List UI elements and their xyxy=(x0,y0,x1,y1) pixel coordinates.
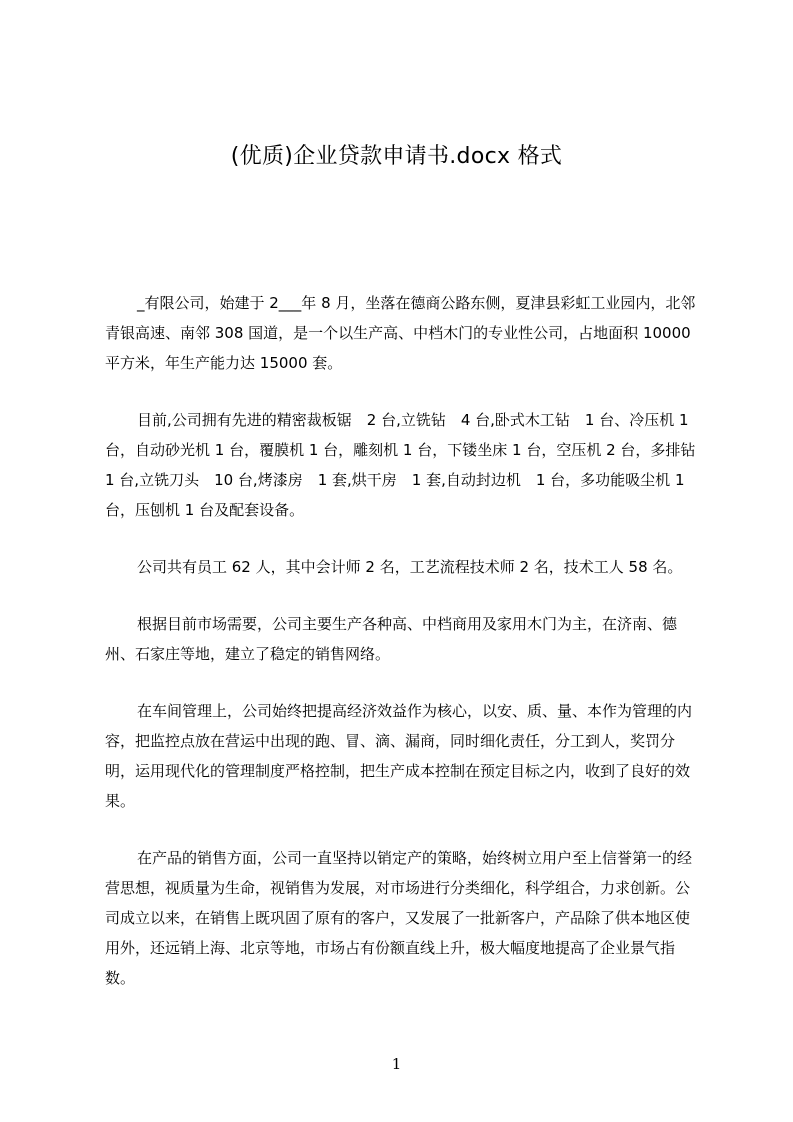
paragraph-staff: 公司共有员工 62 人，其中会计师 2 名，工艺流程技术师 2 名，技术工人 58 名。 xyxy=(137,558,683,576)
paragraph-market: 根据目前市场需要，公司主要生产各种高、中档商用及家用木门为主，在济南、德州、石家庄等地，建立了稳定的销售网络。 xyxy=(105,615,678,663)
document-title: (优质)企业贷款申请书.docx 格式 xyxy=(230,144,563,169)
paragraph-equipment: 目前,公司拥有先进的精密裁板锯 2 台,立铣钻 4 台,卧式木工钻 1 台、冷压机 1 台，自动砂光机 1 台，覆膜机 1 台，雕刻机 1 台，下镂坐床 1 台，空压机 2 台，多排钻 1 台,立铣刀头 10 台,烤漆房 1 套,烘干房 1 套,自动封边机 1 台，多功能吸尘机 1 台，压刨机 1 台及配套设备。 xyxy=(105,411,696,519)
paragraph-sales: 在产品的销售方面，公司一直坚持以销定产的策略，始终树立用户至上信誉第一的经营思想，视质量为生命，视销售为发展，对市场进行分类细化，科学组合，力求创新。公司成立以来，在销售上既巩固了原有的客户，又发展了一批新客户，产品除了供本地区使用外，还远销上海、北京等地，市场占有份额直线上升，极大幅度地提高了企业景气指数。 xyxy=(105,849,693,987)
paragraph-workshop-management: 在车间管理上，公司始终把提高经济效益作为核心，以安、质、量、本作为管理的内容，把监控点放在营运中出现的跑、冒、滴、漏商，同时细化责任，分工到人，奖罚分明，运用现代化的管理制度严格控制，把生产成本控制在预定目标之内，收到了良好的效果。 xyxy=(105,702,693,810)
page-number: 1 xyxy=(391,1055,402,1073)
paragraph-company-intro: _有限公司，始建于 2___年 8 月，坐落在德商公路东侧，夏津县彩虹工业园内，北邻青银高速、南邻 308 国道，是一个以生产高、中档木门的专业性公司，占地面积 10000 平方米，年生产能力达 15000 套。 xyxy=(105,294,696,372)
document-body xyxy=(105,288,697,1020)
